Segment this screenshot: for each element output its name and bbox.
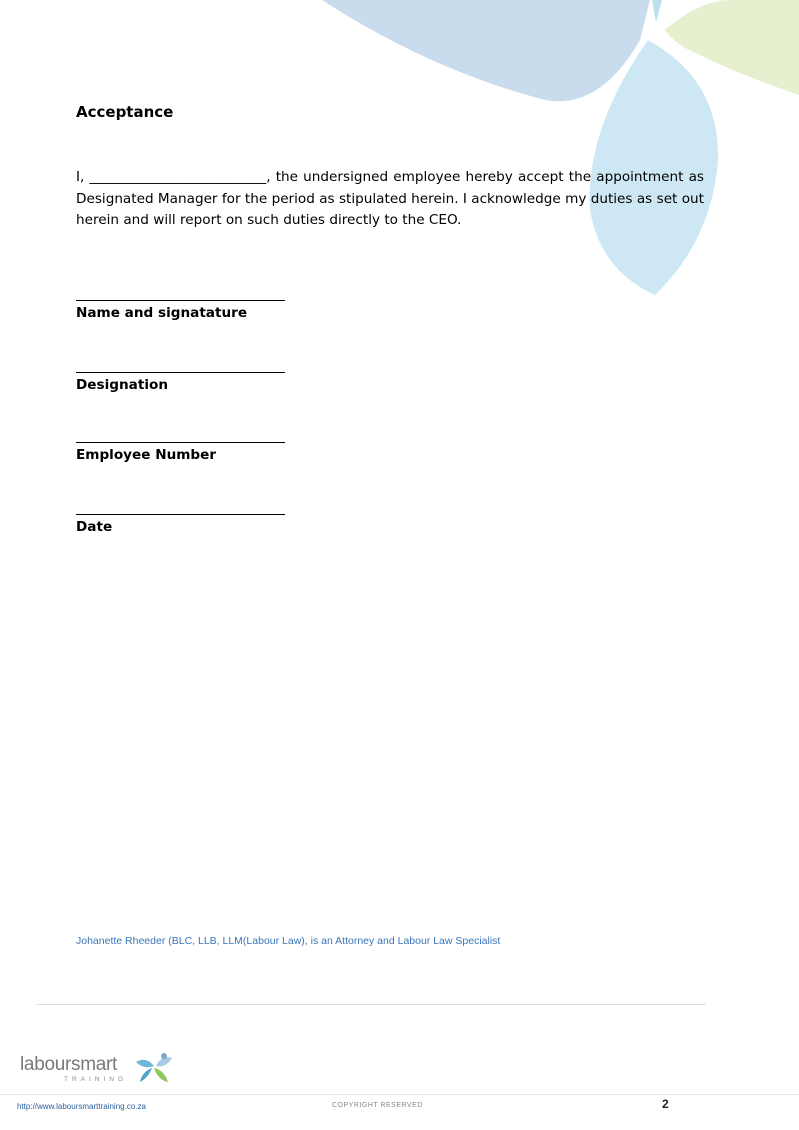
signature-field-employee-number[interactable] — [76, 441, 286, 463]
field-label: Designation — [76, 377, 169, 393]
copyright-notice: COPYRIGHT RESERVED — [332, 1102, 423, 1109]
footer-divider — [36, 1004, 706, 1005]
website-link[interactable]: http://www.laboursmarttraining.co.za — [17, 1102, 146, 1111]
author-attribution: Johanette Rheeder (BLC, LLB, LLM(Labour Law), is an Attorney and Labour Law Specialist — [76, 935, 501, 947]
page-number: 2 — [662, 1097, 669, 1111]
teal-sliver-shape — [652, 0, 662, 22]
blue-petal-shape — [322, 0, 650, 101]
logo-subtext: TRAINING — [64, 1076, 128, 1083]
page-title: Acceptance — [76, 103, 174, 121]
background-decoration — [0, 0, 799, 320]
logo-wordmark: laboursmart — [20, 1054, 118, 1075]
signature-line — [76, 513, 285, 515]
field-label: Date — [76, 519, 113, 535]
signature-line — [76, 371, 285, 373]
acceptance-paragraph: I, __________________________, the undersigned employee hereby accept the appointment as Designated Manager for the period as stipulated herein. I acknowledge my duties as set out herein and will report on such duties directly to the CEO. — [76, 169, 704, 228]
signature-field-date[interactable] — [76, 513, 286, 535]
company-logo — [20, 1052, 170, 1088]
signature-line — [76, 441, 285, 443]
pinwheel-icon — [134, 1052, 174, 1086]
field-label: Name and signatature — [76, 305, 248, 321]
signature-line — [76, 299, 285, 301]
field-label: Employee Number — [76, 447, 217, 463]
footer-bottom-rule — [0, 1094, 799, 1095]
signature-field-name[interactable] — [76, 299, 286, 321]
signature-field-designation[interactable] — [76, 371, 286, 393]
